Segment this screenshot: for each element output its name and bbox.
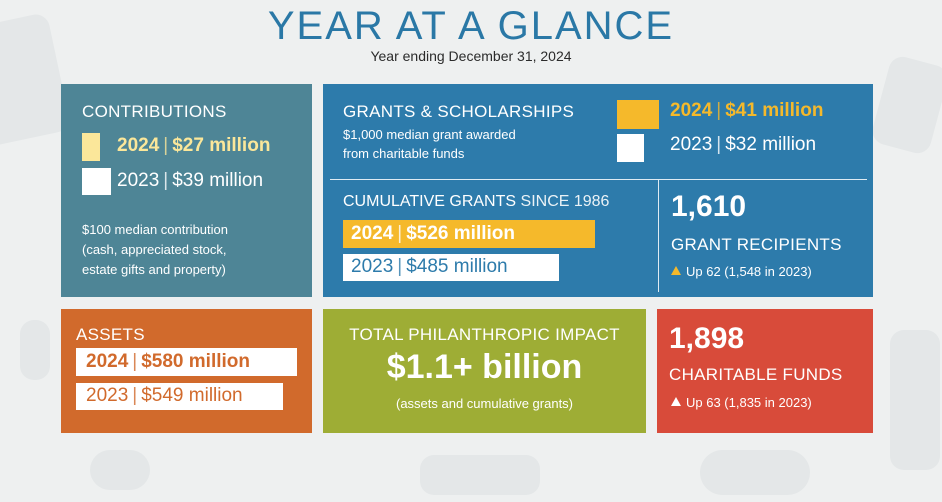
contributions-current-year: 2024 (117, 135, 160, 156)
page-title: YEAR AT A GLANCE (267, 4, 675, 48)
background-shape (869, 54, 942, 156)
grants-current-value: $41 million (725, 100, 824, 121)
recipients-divider (658, 180, 659, 292)
assets-heading: ASSETS (76, 325, 145, 344)
separator: | (397, 256, 403, 277)
cumulative-previous-box (343, 254, 559, 281)
background-shape (20, 320, 50, 380)
recipients-change-text: Up 62 (1,548 in 2023) (686, 264, 812, 279)
cumulative-heading-light: SINCE 1986 (520, 193, 610, 210)
recipients-count: 1,610 (671, 190, 747, 223)
separator: | (397, 223, 403, 244)
cumulative-previous-year: 2023 (351, 256, 394, 277)
cumulative-current-box (343, 220, 595, 248)
funds-change (671, 393, 812, 412)
grants-current (670, 100, 823, 122)
separator: | (132, 385, 138, 406)
triangle-up-icon (671, 397, 681, 406)
separator: | (716, 134, 722, 155)
background-shape (90, 450, 150, 490)
grants-divider (330, 179, 867, 180)
grants-current-year: 2024 (670, 100, 713, 121)
current-year-swatch (617, 100, 659, 129)
current-year-swatch (82, 133, 100, 161)
recipients-change (671, 262, 812, 281)
grants-previous (670, 134, 816, 156)
separator: | (132, 351, 138, 372)
previous-year-swatch (617, 134, 644, 162)
cumulative-current-value: $526 million (406, 223, 515, 244)
assets-previous-value: $549 million (141, 385, 243, 406)
cumulative-heading (343, 193, 609, 211)
grants-note-2: from charitable funds (343, 146, 465, 161)
contributions-note-2: (cash, appreciated stock, (82, 242, 227, 257)
impact-heading: TOTAL PHILANTHROPIC IMPACT (349, 325, 620, 344)
grants-note-1: $1,000 median grant awarded (343, 127, 516, 142)
grants-previous-value: $32 million (725, 134, 817, 155)
assets-panel (61, 309, 312, 433)
funds-panel (657, 309, 873, 433)
contributions-panel (61, 84, 312, 297)
impact-panel (323, 309, 646, 433)
assets-current-box (76, 348, 297, 376)
grants-previous-year: 2023 (670, 134, 713, 155)
triangle-up-icon (671, 266, 681, 275)
funds-change-text: Up 63 (1,835 in 2023) (686, 395, 812, 410)
cumulative-previous-value: $485 million (406, 256, 508, 277)
contributions-previous-year: 2023 (117, 170, 160, 191)
page-subtitle: Year ending December 31, 2024 (370, 48, 572, 64)
assets-current-year: 2024 (86, 351, 129, 372)
background-shape (700, 450, 810, 495)
contributions-note-1: $100 median contribution (82, 222, 228, 237)
cumulative-current-year: 2024 (351, 223, 394, 244)
recipients-label: GRANT RECIPIENTS (671, 235, 842, 254)
impact-value: $1.1+ billion (386, 348, 583, 386)
background-shape (890, 330, 940, 470)
assets-previous-box (76, 383, 283, 410)
assets-previous-year: 2023 (86, 385, 129, 406)
funds-count: 1,898 (669, 322, 745, 355)
separator: | (163, 170, 169, 191)
background-shape (420, 455, 540, 495)
contributions-previous-value: $39 million (172, 170, 264, 191)
separator: | (163, 135, 169, 156)
contributions-current-value: $27 million (172, 135, 271, 156)
grants-panel (323, 84, 873, 297)
contributions-note-3: estate gifts and property) (82, 262, 226, 277)
grants-heading: GRANTS & SCHOLARSHIPS (343, 102, 575, 121)
cumulative-heading-bold: CUMULATIVE GRANTS (343, 193, 517, 210)
contributions-heading: CONTRIBUTIONS (82, 102, 227, 121)
impact-note: (assets and cumulative grants) (395, 396, 574, 411)
separator: | (716, 100, 722, 121)
funds-label: CHARITABLE FUNDS (669, 365, 843, 384)
previous-year-swatch (82, 168, 111, 195)
assets-current-value: $580 million (141, 351, 250, 372)
contributions-current (117, 135, 270, 157)
contributions-previous (117, 170, 263, 192)
